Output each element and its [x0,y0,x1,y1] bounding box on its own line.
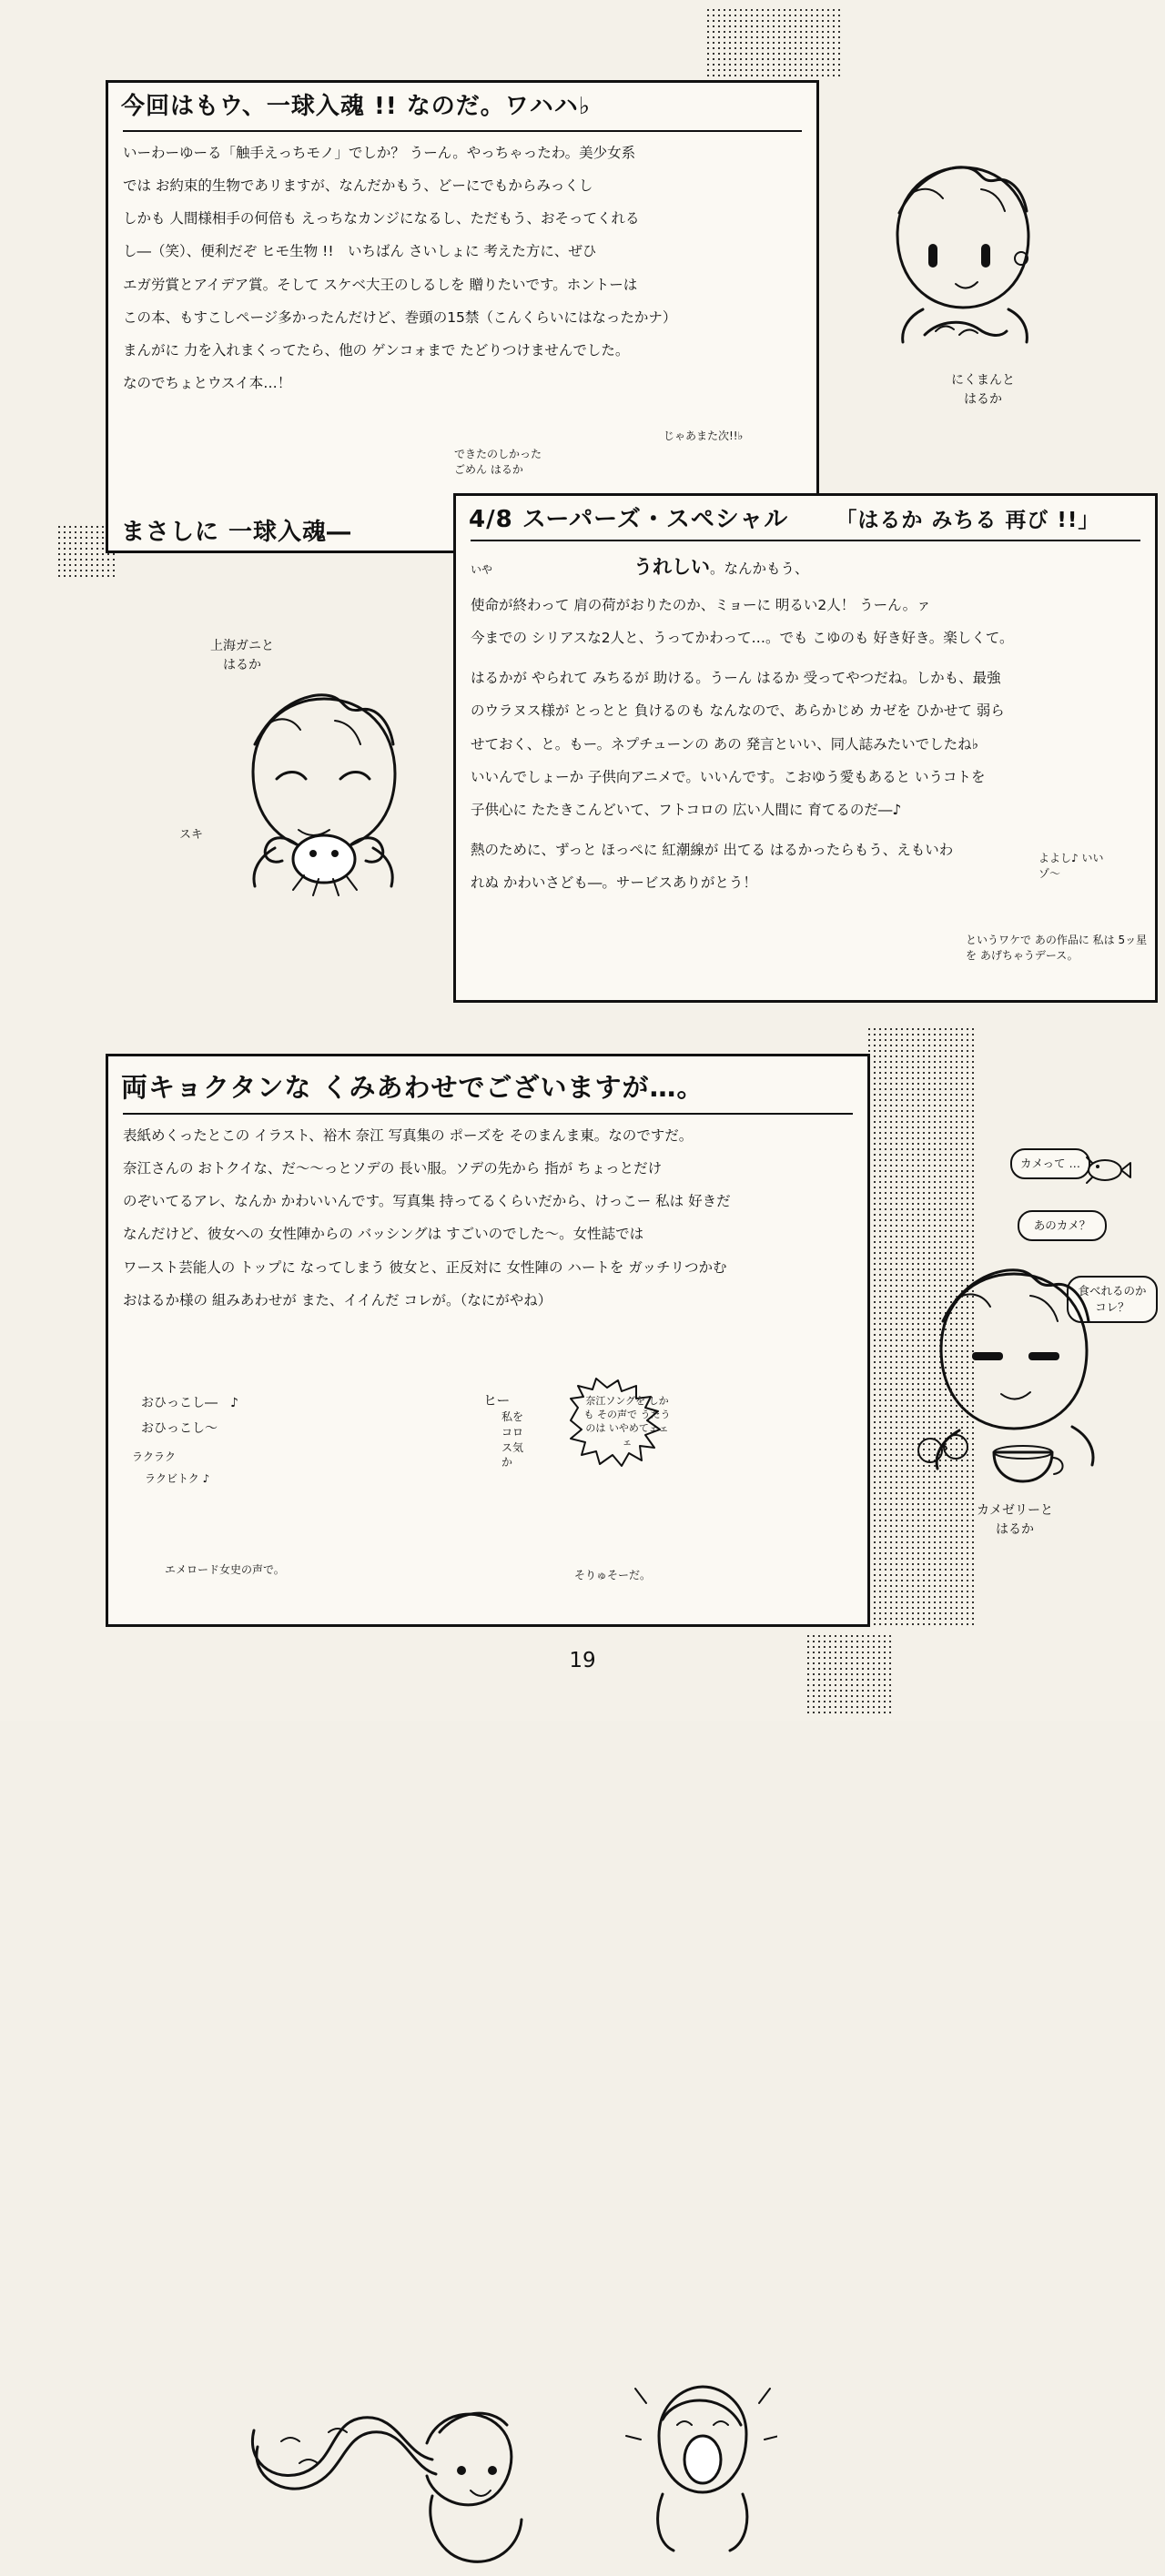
panel-bottom-line: のぞいてるアレ、なんか かわいいんです。写真集 持ってるくらいだから、けっこー 私は 好きだ [123,1193,731,1210]
caption-nikuman-line2: はるか [964,392,1002,407]
label-suki: スキ [178,828,203,842]
caption-kame-line2: はるか [996,1522,1034,1537]
panel-middle-lead-tail: 。なんかもう、 [709,560,809,577]
halftone-bottom-center [805,1633,893,1717]
bubble-kame-2 [1018,1210,1107,1241]
panel-middle-line: 使命が終わって 肩の荷がおりたのか、ミョーに 明るい2人！ うーん。ァ [471,596,931,613]
caption-crab-line1: 上海ガニと [210,639,274,653]
caption-crab-line2: はるか [223,658,261,672]
doodle-face-kame [910,1258,1119,1485]
page-number: 19 [569,1649,596,1672]
panel-top-line: いーわーゆーる「触手えっちモノ」でしか？ うーん。やっちゃったわ。美少女系 [123,144,636,161]
caption-nikuman [910,371,1056,409]
panel-middle-margin-note-1: よよし♪ いいゾ～ [1038,852,1104,880]
caption-kame-jelly [928,1501,1101,1540]
panel-middle-title-right: 「はるか みちる 再び !!」 [836,509,1100,532]
panel-middle-lead-small: いや [471,562,493,576]
panel-middle-line: 熱のために、ずっと ほっぺに 紅潮線が 出てる はるかったらもう、えもいわ [471,842,954,859]
caption-shanghai-crab [160,637,324,675]
doodle-note-rakuraku: ラクラク [132,1450,177,1463]
panel-middle-rule [471,540,1140,541]
panel-bottom [106,1054,870,1627]
bubble-kame-3-text: 食べれるのか コレ？ [1078,1284,1147,1315]
panel-top [106,80,819,553]
bubble-kame-1 [1010,1148,1090,1179]
panel-bottom-line: 表紙めくったとこの イラスト、裕木 奈江 写真集の ポーズを そのまんま東。なのですだ。 [123,1126,694,1144]
doodle-note-soriyasouda: そりゅそーだ。 [574,1569,652,1581]
panel-middle [453,493,1158,1003]
panel-middle-lead-emphasis: うれしい [633,555,710,578]
starburst-shape [569,1377,687,1477]
panel-top-footer-title: まさしに 一球入魂― [121,519,352,546]
panel-top-line: なのでちょとウスイ本…！ [123,375,292,392]
doodle-note-ohikkoshi-2: おひっこし～ [141,1421,218,1436]
panel-bottom-line: おはるか様の 組みあわせが また、イイんだ コレが。（なにがやね） [123,1291,552,1308]
panel-top-line: この本、もすこしページ多かったんだけど、巻頭の15禁（こんくらいにはなったかナ） [123,308,677,326]
panel-middle-lead [471,549,1140,586]
panel-bottom-line: なんだけど、彼女への 女性陣からの バッシングは すごいのでした～。女性誌では [123,1226,644,1243]
panel-top-margin-note-1: できたのしかった ごめん はるか [454,448,542,476]
panel-middle-line: はるかが やられて みちるが 助ける。うーん はるか 受ってやつだね。しかも、最強 [471,670,1001,687]
doodle-screaming-figure [623,2376,777,2558]
panel-bottom-line: 奈江さんの おトクイな、だ～～っとソデの 長い服。ソデの先から 指が ちょっとだけ [123,1159,663,1177]
panel-bottom-line: ワースト芸能人の トップに なってしまう 彼女と、正反対に 女性陣の ハートを ガッチリつかむ [123,1258,727,1276]
doodle-face-crab [211,684,439,903]
panel-top-body [108,139,816,414]
panel-middle-title-left: 4/8 スーパーズ・スペシャル [469,506,789,533]
panel-middle-line: のウラヌス様が とっとと 負けるのも なんなので、あらかじめ カゼを ひかせて 弱ら [471,702,1005,720]
doodle-face-nikuman [872,157,1054,357]
panel-bottom-rule [123,1113,853,1115]
panel-top-rule [123,130,802,132]
bubble-kame-1-text: カメって … [1020,1157,1080,1170]
caption-kame-line1: カメゼリーと [977,1503,1053,1518]
panel-middle-line: 今までの シリアスな2人と、うってかわって…。でも こゆのも 好き好き。楽しくて。 [471,629,1014,646]
panel-middle-line: いいんでしょーか 子供向アニメで。いいんです。こおゆう愛もあると いうコトを [471,768,986,785]
doodle-note-korosuki: 私を コロス気 か [501,1410,524,1470]
doodle-note-nae-song: 奈江ソングを しかも その声で うたうのは いやめてェェェ [583,1395,671,1448]
panel-top-line: まんがに 力を入れまくってたら、他の ゲンコォまで たどりつけませんでした。 [123,342,630,359]
turtle-icon [1079,1150,1134,1187]
caption-nikuman-line1: にくまんと [951,373,1015,388]
panel-middle-line: せておく、と。もー。ネプチューンの あの 発言といい、同人誌みたいでしたね♭ [471,735,978,753]
panel-top-line: では お約束的生物であリますが、なんだかもう、どーにでもからみっくし [123,177,593,195]
doodle-note-hii: ヒー [483,1392,511,1409]
panel-middle-line: れぬ かわいさども―。サービスありがとう！ [471,874,757,892]
panel-top-margin-note-2: じゃあまた次!!♭ [664,429,744,442]
panel-bottom-title: 両キョクタンな くみあわせでございますが…。 [121,1072,704,1103]
doodle-note-ohikkoshi-1: おひっこし― ♪ [141,1396,238,1410]
panel-top-line: し―（笑）、便利だぞ ヒモ生物 !! いちばん さいしょに 考えた方に、ぜひ [123,243,597,260]
bubble-kame-2-text: あのカメ？ [1033,1218,1091,1232]
doodle-note-rakubitoku: ラクビトク ♪ [145,1472,210,1485]
halftone-top-right [705,7,842,78]
doodle-note-emerald-voice: エメロード女史の声で。 [165,1563,285,1576]
panel-middle-line: 子供心に たたきこんどいて、フトコロの 広い人間に 育てるのだ―♪ [471,802,902,819]
panel-middle-margin-note-2: というワケで あの作品に 私は 5ッ星を あげちゃうデース。 [966,934,1148,962]
panel-top-line: エガ労賞とアイデア賞。そして スケベ大王のしるしを 贈りたいです。ホントーは [123,276,638,293]
panel-top-title: 今回はもウ、一球入魂 !! なのだ。ワハハ♭ [121,93,592,120]
panel-bottom-body [108,1122,867,1330]
panel-top-line: しかも 人間様相手の何倍も えっちなカンジになるし、ただもう、おそってくれる [123,210,640,227]
doodle-tentacle-girl [245,2376,536,2576]
